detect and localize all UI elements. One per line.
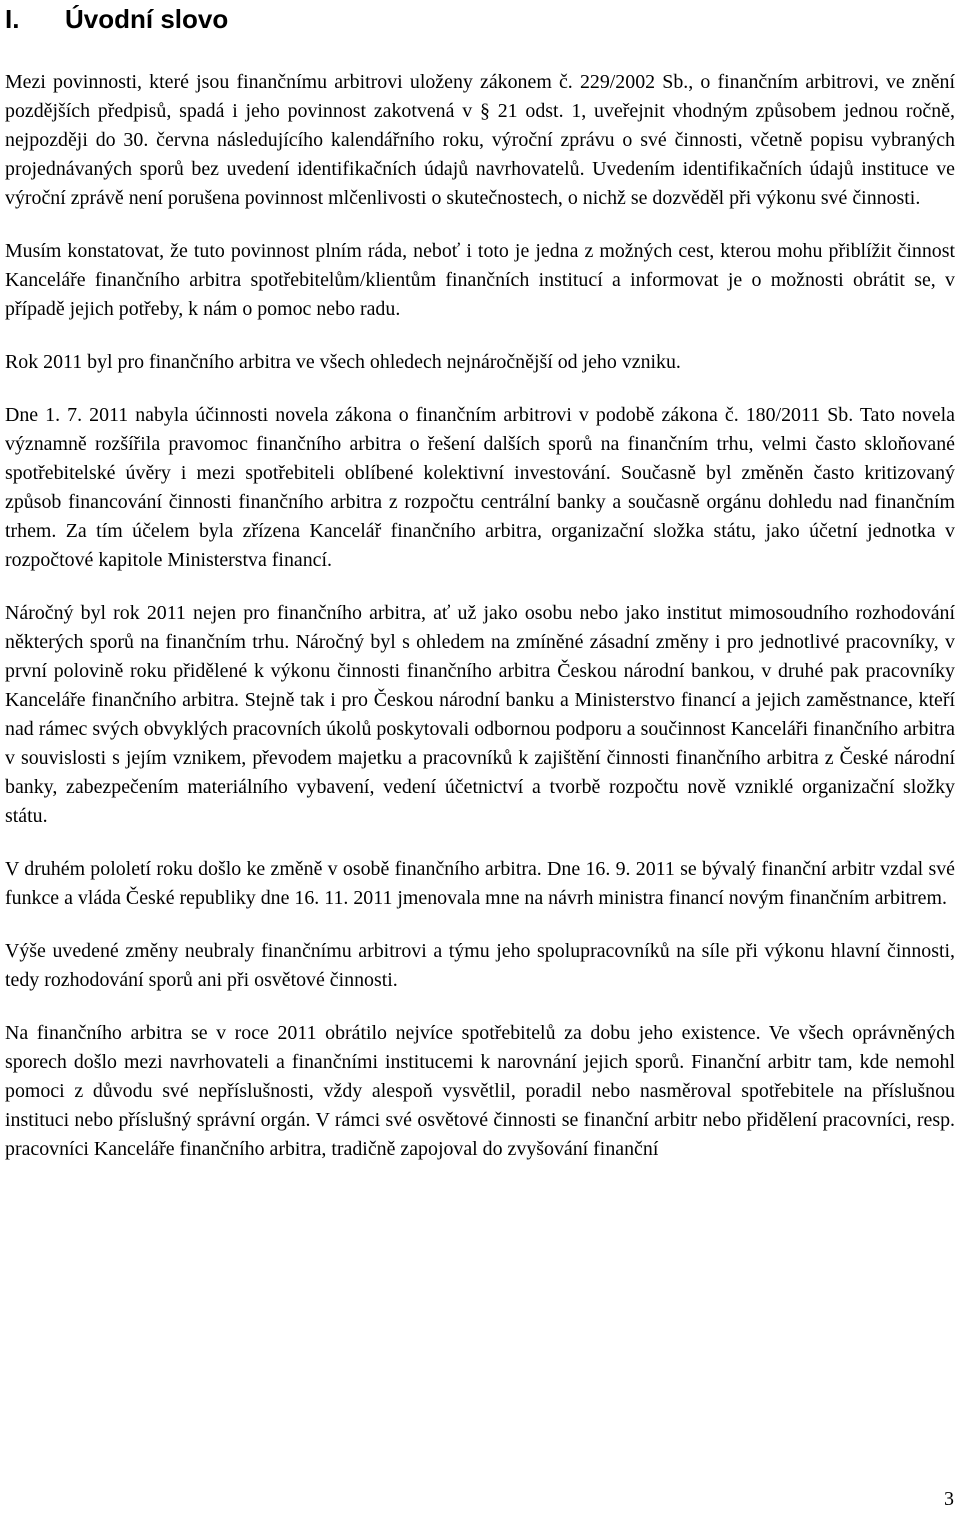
paragraph-law-amendment: Dne 1. 7. 2011 nabyla účinnosti novela zákona o finančním arbitrovi v podobě zákona č. 180/2011 Sb. Tato novela významně rozšířila pravomoc finančního arbitra o řešení dalších sporů na finančním trhu, velmi často skloňované spotřebitelské úvěry i mezi spotřebiteli oblíbené kolektivní investování. Současně byl změněn často kritizovaný způsob financování činnosti finančního arbitra z rozpočtu centrální banky a současně orgánu dohledu nad finančním trhem. Za tím účelem byla zřízena Kancelář finančního arbitra, organizační složka státu, jako účetní jednotka v rozpočtové kapitole Ministerstva financí.: [5, 404, 955, 571]
paragraph-team-strength: Výše uvedené změny neubraly finančnímu arbitrovi a týmu jeho spolupracovníků na síle při výkonu hlavní činnosti, tedy rozhodování sporů ani při osvětové činnosti.: [5, 940, 955, 991]
section-heading: [5, 0, 955, 42]
section-title: Úvodní slovo: [65, 4, 229, 34]
paragraph-author-statement: Musím konstatovat, že tuto povinnost plním ráda, neboť i toto je jedna z možných cest, kterou mohu přiblížit činnost Kanceláře finančního arbitra spotřebitelům/klientům finančních institucí a informovat je o možnosti obrátit se, v případě jejich potřeby, k nám o pomoc nebo radu.: [5, 240, 955, 320]
paragraph-intro-obligation: Mezi povinnosti, které jsou finančnímu arbitrovi uloženy zákonem č. 229/2002 Sb., o finančním arbitrovi, ve znění pozdějších předpisů, spadá i jeho povinnost zakotvená v § 21 odst. 1, uveřejnit vhodným způsobem jednou ročně, nejpozději do 30. června následujícího kalendářního roku, výroční zprávu o své činnosti, včetně popisu vybraných projednávaných sporů bez uvedení identifikačních údajů navrhovatelů. Uvedením identifikačních údajů instituce ve výroční zprávě není porušena povinnost mlčenlivosti o skutečnostech, o nichž se dozvěděl při výkonu své činnosti.: [5, 71, 955, 209]
body-text: [5, 68, 955, 1164]
paragraph-arbiter-change: V druhém pololetí roku došlo ke změně v osobě finančního arbitra. Dne 16. 9. 2011 se bývalý finanční arbitr vzdal své funkce a vláda České republiky dne 16. 11. 2011 jmenovala mne na návrh ministra financí novým finančním arbitrem.: [5, 858, 955, 909]
paragraph-consumer-disputes: Na finančního arbitra se v roce 2011 obrátilo nejvíce spotřebitelů za dobu jeho existence. Ve všech oprávněných sporech došlo mezi navrhovateli a finančními institucemi k narovnání jejich sporů. Finanční arbitr tam, kde nemohl pomoci z důvodu své nepříslušnosti, vždy alespoň vysvětlil, poradil nebo nasměroval spotřebitele na příslušnou instituci nebo příslušný správní orgán. V rámci své osvětové činnosti se finanční arbitr nebo přidělení pracovníci, resp. pracovníci Kanceláře finančního arbitra, tradičně zapojoval do zvyšování finanční: [5, 1022, 955, 1160]
section-number: I.: [5, 4, 20, 34]
document-page: [5, 0, 955, 1188]
page-number: 3: [944, 1488, 954, 1510]
paragraph-demanding-year: Náročný byl rok 2011 nejen pro finančního arbitra, ať už jako osobu nebo jako institut mimosoudního rozhodování některých sporů na finančním trhu. Náročný byl s ohledem na zmíněné zásadní změny i pro jednotlivé pracovníky, v první polovině roku přidělené k výkonu činnosti finančního arbitra Českou národní bankou, v druhé pak pracovníky Kanceláře finančního arbitra. Stejně tak i pro Českou národní banku a Ministerstvo financí a jejich zaměstnance, kteří nad rámec svých obvyklých pracovních úkolů poskytovali odbornou podporu a součinnost Kanceláři finančního arbitra v souvislosti s jejím vznikem, převodem majetku a pracovníků k zajištění činnosti finančního arbitra z České národní banky, zabezpečením materiálního vybavení, vedení účetnictví a tvorbě rozpočtu nově vzniklé organizační složky státu.: [5, 602, 955, 827]
paragraph-year-2011: Rok 2011 byl pro finančního arbitra ve všech ohledech nejnáročnější od jeho vzniku.: [5, 351, 681, 373]
